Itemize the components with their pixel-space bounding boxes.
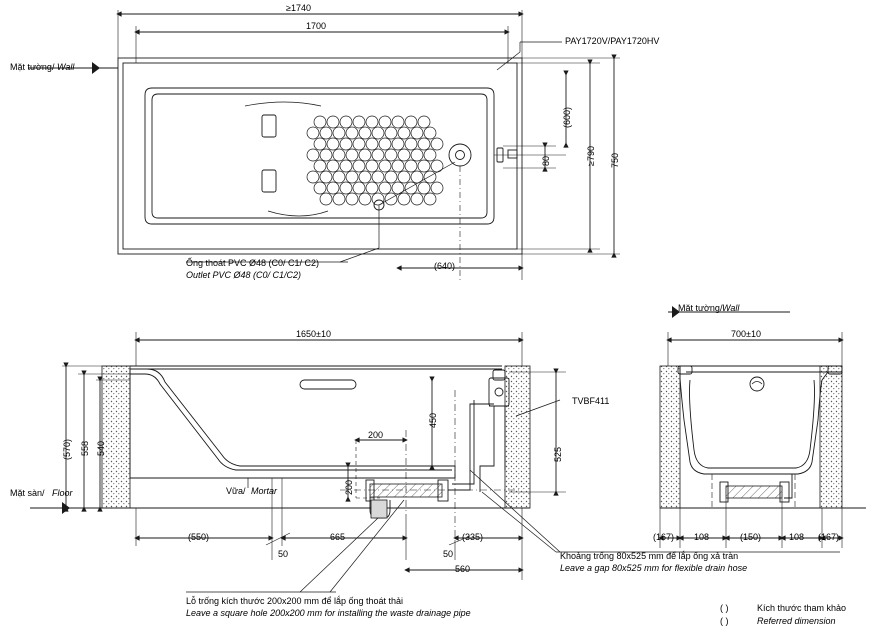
dim-558-label: 558 [80,440,90,456]
dim-600-label: (600) [562,106,572,128]
mortar-label-vi: Vữa/ [226,486,246,496]
legend-paren-2: ( ) [720,616,729,626]
dim-167-left-label: (167) [653,532,675,542]
dim-167-right-label: (167) [818,532,840,542]
dim-108-left-label: 108 [694,532,710,542]
dim-570-label: (570) [62,438,72,460]
trap-callout-label: TVBF411 [572,396,610,406]
dim-50-left-label: 50 [278,549,289,559]
floor-label-vi: Mặt sàn/ [10,488,45,498]
dim-700-label: 700±10 [731,329,761,339]
dim-450-label: 450 [428,412,438,428]
top-wall-label-en: Wall [57,62,75,72]
dim-335-label: (335) [462,532,484,542]
mortar-label-en: Mortar [251,486,278,496]
gap-note-vi: Khoảng trống 80x525 mm để lắp ống xả tràn [560,551,739,561]
dim-108-right-label: 108 [789,532,805,542]
dim-665-label: 665 [330,532,346,542]
gap-note-en: Leave a gap 80x525 mm for flexible drain hose [560,563,748,573]
dim-560-label: 560 [455,564,471,574]
square-hole-note-en: Leave a square hole 200x200 mm for installing the waste drainage pipe [186,608,471,618]
dim-200-horizontal-label: 200 [368,430,384,440]
top-wall-label-vi: Mặt tường/ [10,62,55,72]
dim-550-label: (550) [188,532,210,542]
outlet-note-vi: Ống thoát PVC Ø48 (C0/ C1/ C2) [186,258,320,268]
dim-540-label: 540 [96,440,106,456]
dim-top-outer-label: ≥1740 [286,3,311,13]
outlet-note-en: Outlet PVC Ø48 (C0/ C1/C2) [186,270,302,280]
dim-150-label: (150) [740,532,762,542]
dim-525-label: 525 [553,446,563,462]
legend-text-vi: Kích thước tham khảo [757,603,846,613]
model-callout-label: PAY1720V/PAY1720HV [565,36,660,46]
dim-640-label: (640) [434,261,456,271]
floor-label-en: Floor [52,488,73,498]
dim-790-label: ≥790 [586,146,596,166]
dim-750-label: 750 [610,152,620,168]
side-wall-label-vi: Mặt tường/ [678,303,723,313]
dim-1650-label: 1650±10 [296,329,331,339]
legend-paren-1: ( ) [720,603,729,613]
dim-top-inner-label: 1700 [306,21,327,31]
dim-80-label: 80 [541,155,551,166]
dim-50-right-label: 50 [443,549,454,559]
square-hole-note-vi: Lỗ trống kích thước 200x200 mm để lắp ống thoát thải [186,596,404,606]
side-wall-label-en: Wall [722,303,740,313]
dim-200-vertical-label: 200 [344,479,354,495]
legend-text-en: Referred dimension [757,616,836,626]
